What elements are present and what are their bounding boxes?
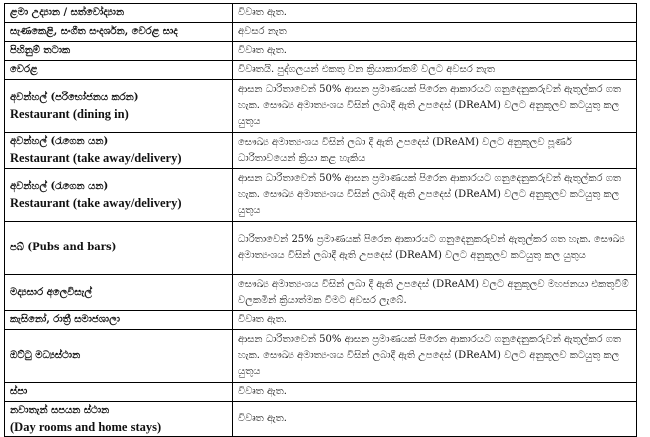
table-row [5,4,637,23]
category-cell [5,275,233,311]
category-label: කැසිනෝ, රාත්‍රී සමාජශාලා [10,314,121,325]
category-label: පිහිනුම් තටාක [10,45,71,56]
table-row [5,383,637,402]
table-row [5,402,637,437]
description-cell: විවෘතයි. පුද්ගලයන් එකතු වන ක්‍රියාකාරකම් වලට අවසර නැත [233,61,637,80]
category-cell [5,80,233,133]
category-cell [5,61,233,80]
category-label: ඔට්ටු මධ්‍යස්ථාන [10,350,81,361]
category-cell [5,169,233,222]
table-row [5,330,637,383]
table-row [5,222,637,275]
description-cell: විවෘත ඇත. [233,4,637,23]
category-label: නවාතැන් සපයන ස්ථාන [10,404,110,416]
category-cell [5,402,233,437]
category-label: අවන්හල් (රැගෙන යන) [10,136,109,147]
regulations-table [4,3,637,437]
category-label-english: Restaurant (dining in) [10,106,129,121]
description-cell: ආසන ධාරිතාවෙන් 50% ආසන ප්‍රමාණයක් පිරෙන ආකාරයට ගනුදෙනුකරුවන් ඇතුල්කර ගත හැක. සෞඛ්‍ය අමාත්‍යංශය විසින් ලබාදී ඇති උපදෙස් (DReAM) වලට අනුකූලව කටයුතු කල යුතුය [233,80,637,133]
category-label: සැණකෙළි, සංගීත සංදර්ශන, වෙරළ සාද [10,26,178,37]
table-row [5,42,637,61]
category-label: අවන්හල් (පරිභෝජනය කරන) [10,91,139,103]
category-cell [5,133,233,169]
category-label: පබ් (Pubs and bars) [10,242,117,253]
table-row [5,169,637,222]
table-row [5,23,637,42]
description-cell: ආසන ධාරිතාවෙන් 50% ආසන ප්‍රමාණයක් පිරෙන ආකාරයට ගනුදෙනුකරුවන් ඇතුල්කර ගත හැක. සෞඛ්‍ය අමාත්‍යංශය විසින් ලබාදී ඇති උපදෙස් (DReAM) වලට අනුකූලව කටයුතු කල යුතුය [233,330,637,383]
table-row [5,133,637,169]
description-cell: අවසර නැත [233,23,637,42]
category-cell [5,383,233,402]
table-row [5,311,637,330]
category-cell [5,330,233,383]
category-label: ස්පා [10,386,28,397]
table-row [5,61,637,80]
category-label-english: Restaurant (take away/delivery) [10,151,182,165]
category-label: ළමා උද්‍යාන / සත්වෝද්‍යාන [10,7,125,18]
category-label-english: (Day rooms and home stays) [10,419,162,434]
category-label-english: Restaurant (take away/delivery) [10,195,182,210]
description-cell: විවෘත ඇත. [233,42,637,61]
description-cell: විවෘත ඇත. [233,311,637,330]
category-cell [5,23,233,42]
table-row [5,275,637,311]
category-label: වෙරළ [10,64,38,75]
category-cell [5,311,233,330]
description-cell: සෞඛ්‍ය අමාත්‍යංශය විසින් ලබා දී ඇති උපදෙස් (DReAM) වලට අනුකූලව පූර්ණ ධාරිතාවයෙන් ක්‍රියා කළ හැකිය [233,133,637,169]
category-cell [5,222,233,275]
description-cell: විවෘත ඇත. [233,383,637,402]
description-cell: ධාරිතාවෙන් 25% ප්‍රමාණයක් පිරෙන ආකාරයට ගනුදෙනුකරුවන් ඇතුල්කර ගත හැක. සෞඛ්‍ය අමාත්‍යංශය විසින් ලබාදී ඇති උපදෙස් (DReAM) වලට අනුකූලව කටයුතු කල යුතුය [233,222,637,275]
category-label: අවන්හල් (රැගෙන යන) [10,180,109,192]
category-label: මද්‍යසාර අලෙවිසැල් [10,286,93,298]
description-cell: සෞඛ්‍ය අමාත්‍යංශය විසින් ලබා දී ඇති උපදෙස් (DReAM) වලට අනුකූලව මහජනයා එකතුවීම් වලකමින් ක්‍රියාත්මක වීමට අවසර ලැබේ. [233,275,637,311]
description-cell: ආසන ධාරිතාවෙන් 50% ආසන ප්‍රමාණයක් පිරෙන ආකාරයට ගනුදෙනුකරුවන් ඇතුල්කර ගත හැක. සෞඛ්‍ය අමාත්‍යංශය විසින් ලබාදී ඇති උපදෙස් (DReAM) වලට අනුකූලව කටයුතු කල යුතුය [233,169,637,222]
category-cell [5,4,233,23]
category-cell [5,42,233,61]
description-cell: විවෘත ඇත. [233,402,637,437]
table-row [5,80,637,133]
table-body [5,4,637,437]
